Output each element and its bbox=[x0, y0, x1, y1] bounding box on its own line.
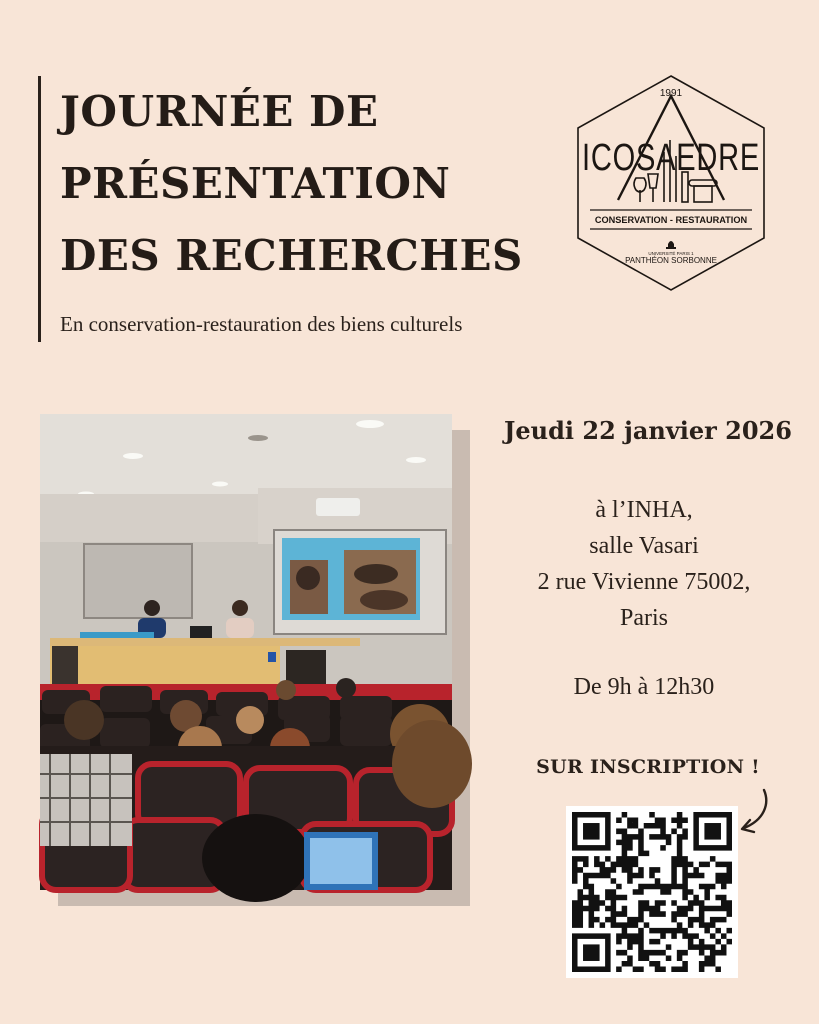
venue-line-3: 2 rue Vivienne 75002, bbox=[537, 569, 751, 595]
title-line-1: JOURNÉE DE bbox=[60, 87, 379, 136]
event-time: De 9h à 12h30 bbox=[573, 674, 715, 700]
venue-line-2: salle Vasari bbox=[589, 533, 699, 559]
logo-university: PANTHÉON SORBONNE bbox=[625, 256, 717, 265]
logo-university-small: UNIVERSITÉ PARIS 1 bbox=[648, 251, 694, 256]
logo-year: 1991 bbox=[659, 88, 683, 99]
logo-name: ICOSAEDRE bbox=[582, 137, 760, 179]
venue-line-1: à l’INHA, bbox=[595, 497, 693, 523]
title-line-2: PRÉSENTATION bbox=[60, 159, 451, 208]
title-line-3: DES RECHERCHES bbox=[60, 231, 523, 280]
event-subtitle: En conservation-restauration des biens culturels bbox=[60, 312, 463, 336]
lecture-hall-photo bbox=[40, 414, 452, 890]
event-date: Jeudi 22 janvier 2026 bbox=[504, 416, 792, 445]
title-accent-bar bbox=[38, 76, 41, 342]
icosaedre-logo bbox=[574, 72, 768, 294]
event-venue bbox=[494, 492, 794, 636]
registration-label: SUR INSCRIPTION ! bbox=[536, 756, 760, 778]
venue-line-4: Paris bbox=[620, 605, 668, 631]
logo-tagline: CONSERVATION - RESTAURATION bbox=[594, 215, 748, 225]
registration-qr-code[interactable] bbox=[566, 806, 738, 978]
qr-code-image bbox=[566, 806, 738, 978]
event-title bbox=[60, 76, 523, 292]
